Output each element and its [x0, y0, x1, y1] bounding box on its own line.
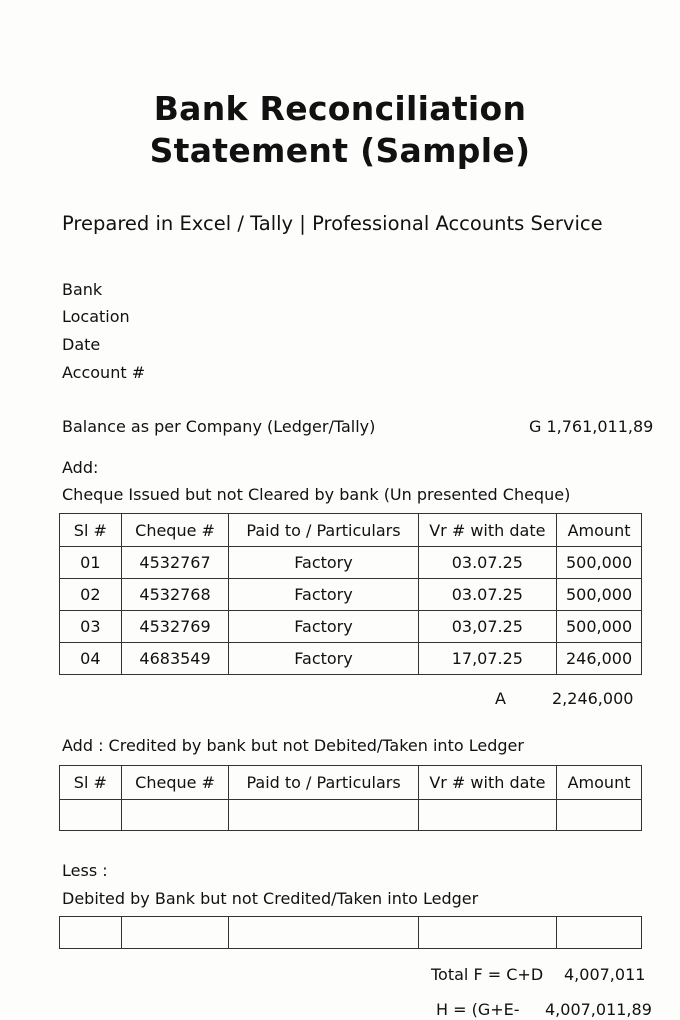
table-row [60, 643, 642, 675]
table-row [60, 547, 642, 579]
total-h-label: H = (G+E- [436, 1000, 520, 1019]
cell-particulars: Factory [229, 611, 418, 643]
empty-cell [229, 917, 418, 949]
cell-sl: 03 [60, 611, 122, 643]
col-header-cheque: Cheque # [121, 766, 229, 800]
empty-cell [121, 800, 229, 831]
col-header-vr-date: Vr # with date [418, 514, 556, 547]
col-header-amount: Amount [557, 514, 642, 547]
total-a-value: 2,246,000 [552, 689, 634, 708]
table-row-empty [60, 800, 642, 831]
section1-heading: Cheque Issued but not Cleared by bank (Un presented Cheque) [62, 485, 571, 504]
less-label: Less : [62, 861, 108, 880]
total-f-value: 4,007,011 [564, 965, 646, 984]
cell-particulars: Factory [229, 643, 418, 675]
subtitle: Prepared in Excel / Tally | Professional Accounts Service [62, 212, 603, 235]
total-h-value: 4,007,011,89 [545, 1000, 652, 1019]
col-header-particulars: Paid to / Particulars [229, 766, 418, 800]
cell-amount: 500,000 [557, 611, 642, 643]
cell-amount: 246,000 [557, 643, 642, 675]
cell-particulars: Factory [229, 547, 418, 579]
col-header-amount: Amount [557, 766, 642, 800]
cell-cheque: 4532767 [121, 547, 229, 579]
table-row [60, 579, 642, 611]
cell-cheque: 4683549 [121, 643, 229, 675]
empty-cell [229, 800, 418, 831]
cell-vr-date: 03.07.25 [418, 579, 556, 611]
meta-location-label: Location [62, 307, 130, 326]
empty-cell [60, 800, 122, 831]
cell-vr-date: 17,07.25 [418, 643, 556, 675]
table-header-row [60, 766, 642, 800]
less-heading: Debited by Bank but not Credited/Taken into Ledger [62, 889, 479, 908]
credited-not-debited-table [59, 765, 642, 831]
total-f-label: Total F = C+D [431, 965, 544, 984]
table-row-empty [60, 917, 642, 949]
meta-bank-label: Bank [62, 280, 103, 299]
title-line-1: Bank Reconciliation [153, 89, 527, 128]
balance-value: G 1,761,011,89 [529, 417, 654, 436]
empty-cell [557, 917, 642, 949]
cell-cheque: 4532769 [121, 611, 229, 643]
title-line-2: Statement (Sample) [149, 131, 531, 170]
meta-account-label: Account # [62, 363, 146, 382]
cell-amount: 500,000 [557, 579, 642, 611]
empty-cell [418, 800, 556, 831]
col-header-vr-date: Vr # with date [418, 766, 556, 800]
col-header-sl: Sl # [60, 514, 122, 547]
balance-label: Balance as per Company (Ledger/Tally) [62, 417, 376, 436]
debited-not-credited-table [59, 916, 642, 949]
cell-vr-date: 03,07.25 [418, 611, 556, 643]
cell-sl: 04 [60, 643, 122, 675]
table-header-row [60, 514, 642, 547]
col-header-sl: Sl # [60, 766, 122, 800]
section2-heading: Add : Credited by bank but not Debited/Taken into Ledger [62, 736, 524, 755]
document-title [0, 88, 680, 172]
cell-sl: 01 [60, 547, 122, 579]
empty-cell [557, 800, 642, 831]
col-header-cheque: Cheque # [121, 514, 229, 547]
cell-particulars: Factory [229, 579, 418, 611]
table-row [60, 611, 642, 643]
empty-cell [60, 917, 122, 949]
cell-vr-date: 03.07.25 [418, 547, 556, 579]
col-header-particulars: Paid to / Particulars [229, 514, 418, 547]
total-a-label: A [495, 689, 506, 708]
meta-date-label: Date [62, 335, 101, 354]
cell-sl: 02 [60, 579, 122, 611]
add-label: Add: [62, 458, 99, 477]
unpresented-cheques-table [59, 513, 642, 675]
cell-amount: 500,000 [557, 547, 642, 579]
cell-cheque: 4532768 [121, 579, 229, 611]
empty-cell [121, 917, 229, 949]
empty-cell [418, 917, 557, 949]
